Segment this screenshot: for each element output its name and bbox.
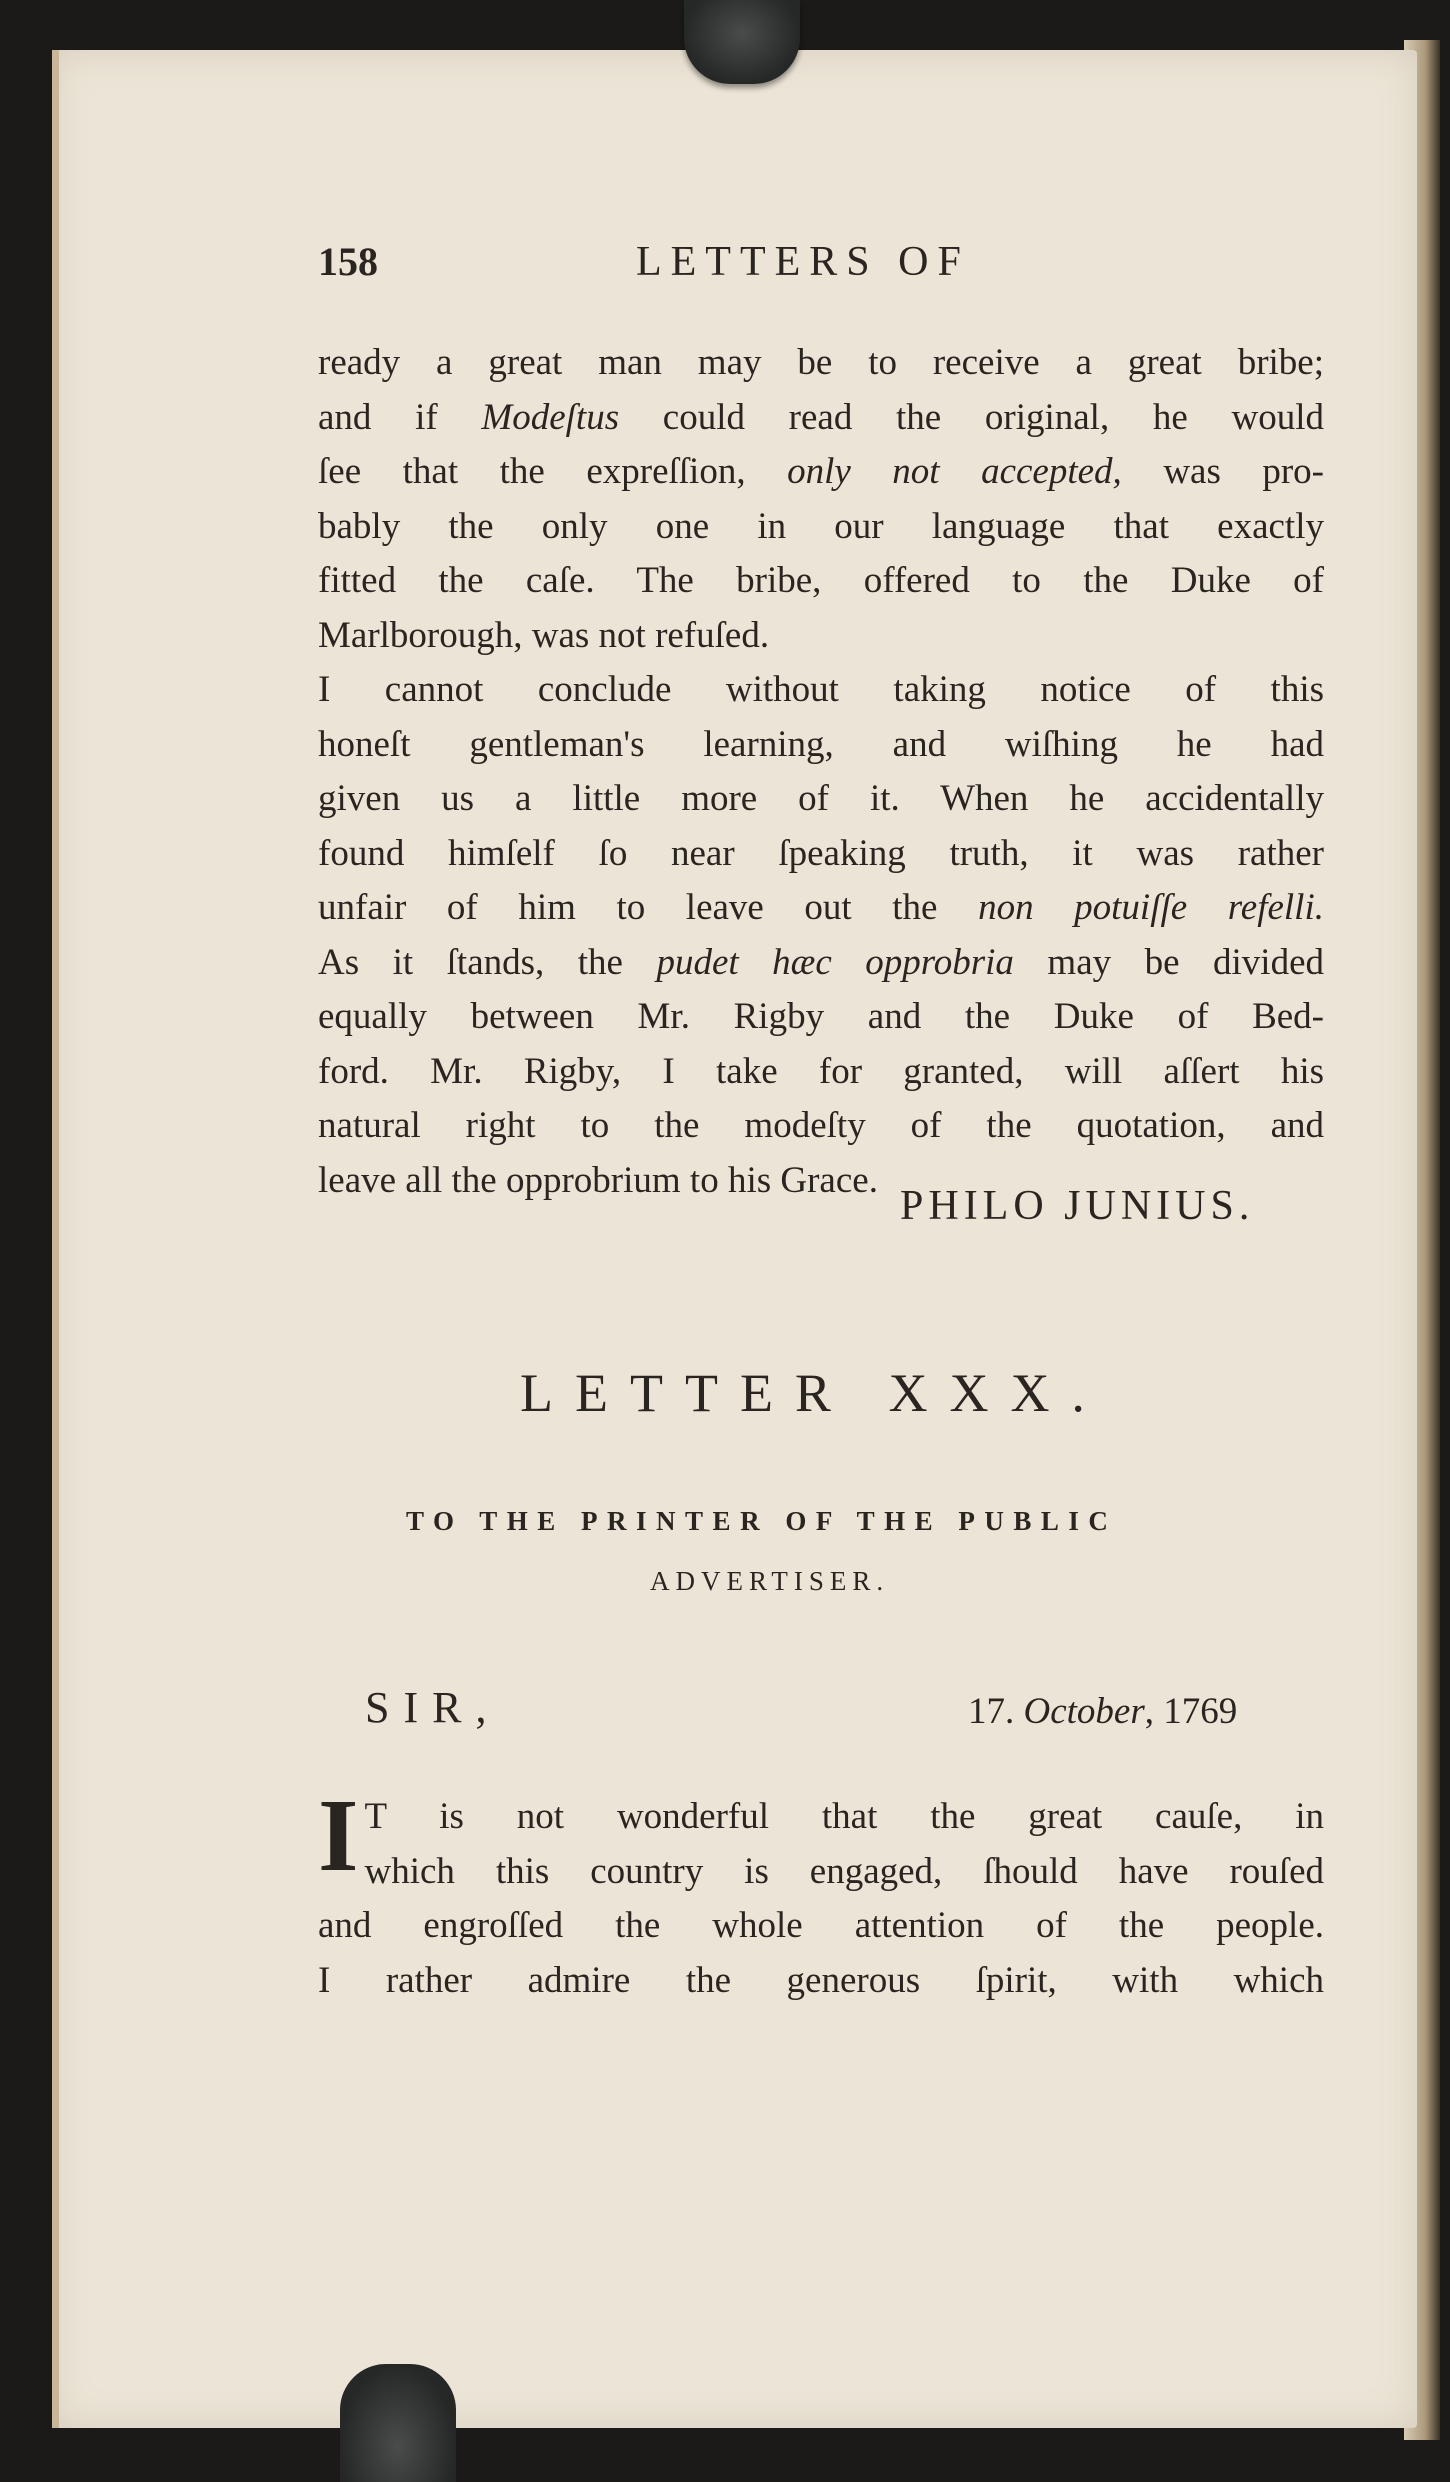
text-segment: fitted the caſe. The bribe, offered to the Duke of <box>318 560 1324 601</box>
text-segment: could read the original, he would <box>619 396 1324 438</box>
text-segment: unfair of him to leave out the <box>318 887 979 928</box>
text-line <box>318 881 1324 936</box>
text-segment: bably the only one in our language that exactly <box>318 505 1324 547</box>
text-segment: ſee that the expreſſion, <box>318 451 788 492</box>
text-line <box>318 554 1324 609</box>
text-segment: found himſelf ſo near ſpeaking truth, it was rather <box>318 832 1324 874</box>
text-segment: leave all the opprobrium to his Grace. <box>318 1159 878 1201</box>
text-line: and engroſſed the whole attention of the people. <box>318 1905 1324 1946</box>
running-head <box>318 238 1050 298</box>
previous-letter-body <box>318 336 1324 1208</box>
text-line <box>318 500 1324 555</box>
signature: PHILO JUNIUS. <box>900 1183 1255 1229</box>
italic-phrase: pudet hæc opprobria <box>656 941 1014 983</box>
letter-heading: LETTER XXX. <box>520 1363 1107 1423</box>
text-line: which this country is engaged, ſhould have rouſed <box>364 1850 1324 1892</box>
italic-phrase: only not accepted, <box>787 451 1122 492</box>
address-line-2: ADVERTISER. <box>650 1566 890 1596</box>
salutation: SIR, <box>365 1683 501 1732</box>
running-head-title: LETTERS OF <box>636 239 970 285</box>
text-segment: ready a great man may be to receive a great bribe; <box>318 342 1324 383</box>
text-segment: Marlborough, was not refuſed. <box>318 614 770 656</box>
text-segment: given us a little more of it. When he accidentally <box>318 778 1324 819</box>
text-segment: ford. Mr. Rigby, I take for granted, will aſſert his <box>318 1050 1324 1092</box>
text-segment: natural right to the modeſty of the quotation, and <box>318 1105 1324 1146</box>
text-segment: and if <box>318 396 482 438</box>
letter-body <box>318 1778 1324 2008</box>
text-line <box>318 718 1324 773</box>
italic-phrase: Modeſtus <box>481 396 620 438</box>
text-line <box>318 1045 1324 1100</box>
italic-phrase: non potuiſſe refelli. <box>978 887 1324 928</box>
date-month: October <box>1023 1691 1145 1732</box>
text-line <box>318 936 1324 991</box>
drop-cap: I <box>318 1778 359 1893</box>
text-line <box>318 827 1324 882</box>
text-segment: I cannot conclude without taking notice of this <box>318 669 1324 710</box>
text-line: I rather admire the generous ſpirit, with which <box>318 1959 1324 2001</box>
date-year: , 1769 <box>1144 1691 1238 1732</box>
text-line <box>318 663 1324 718</box>
page-edge <box>52 50 59 2428</box>
text-line <box>318 609 1324 664</box>
text-segment: may be divided <box>1013 941 1324 983</box>
page-clip-bottom <box>340 2364 456 2482</box>
text-line <box>318 772 1324 827</box>
text-line <box>318 990 1324 1045</box>
page-clip-top <box>684 0 800 84</box>
page-number: 158 <box>318 239 378 284</box>
text-line: T is not wonderful that the great cauſe, in <box>364 1796 1324 1837</box>
date-day: 17. <box>968 1691 1015 1732</box>
text-segment: honeſt gentleman's learning, and wiſhing he had <box>318 723 1324 765</box>
text-line <box>318 391 1324 446</box>
text-line <box>318 445 1324 500</box>
text-line <box>318 336 1324 391</box>
text-segment: was pro- <box>1121 451 1325 492</box>
text-line <box>318 1099 1324 1154</box>
address-line-1: TO THE PRINTER OF THE PUBLIC <box>406 1506 1118 1536</box>
text-segment: equally between Mr. Rigby and the Duke of Bed- <box>318 996 1324 1037</box>
dateline <box>968 1690 1237 1733</box>
text-segment: As it ſtands, the <box>318 941 657 983</box>
